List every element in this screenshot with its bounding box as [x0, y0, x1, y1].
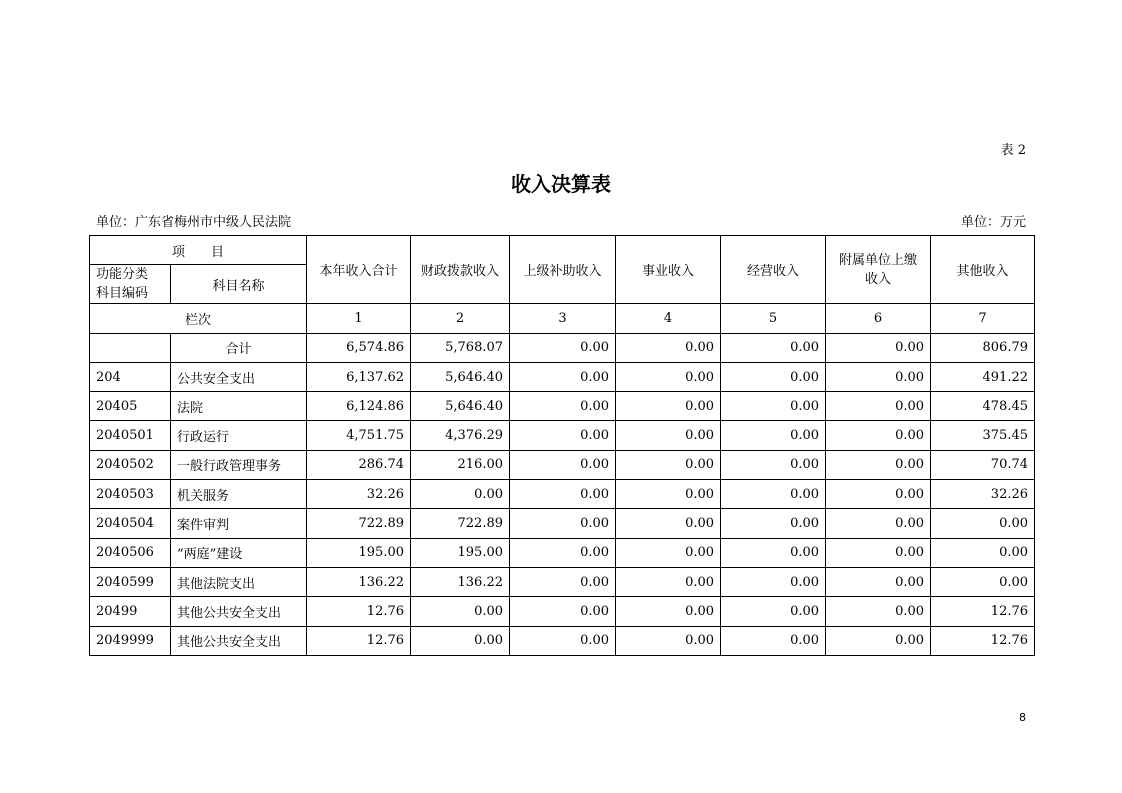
header-row-item: [90, 236, 1035, 265]
subject-code: 20405: [90, 392, 171, 421]
header-subject-name: 科目名称: [171, 265, 307, 304]
subject-name: 一般行政管理事务: [171, 450, 307, 479]
cell-value: 5,768.07: [411, 333, 510, 362]
col-number: 1: [307, 304, 411, 333]
cell-value: 0.00: [616, 538, 721, 567]
cell-value: 0.00: [721, 362, 826, 391]
cell-value: 12.76: [307, 626, 411, 655]
cell-value: 722.89: [411, 509, 510, 538]
subject-code: 2049999: [90, 626, 171, 655]
header-col-superior-subsidy: 上级补助收入: [510, 236, 616, 304]
subject-code: 204: [90, 362, 171, 391]
currency-unit: 单位：万元: [960, 215, 1026, 230]
header-col-affiliated: [826, 236, 931, 304]
subject-name: 公共安全支出: [171, 362, 307, 391]
table-row: [90, 450, 1035, 479]
cell-value: 0.00: [411, 626, 510, 655]
cell-value: 0.00: [931, 509, 1035, 538]
header-col-fiscal: 财政拨款收入: [411, 236, 510, 304]
header-item: 项 目: [90, 236, 307, 265]
total-label: 合计: [171, 333, 307, 362]
cell-value: 12.76: [931, 626, 1035, 655]
cell-value: 0.00: [826, 538, 931, 567]
cell-value: 806.79: [931, 333, 1035, 362]
header-func-code-line1: 功能分类: [96, 267, 149, 283]
cell-value: 136.22: [411, 567, 510, 596]
cell-value: 0.00: [826, 626, 931, 655]
cell-value: 0.00: [721, 421, 826, 450]
cell-value: 0.00: [411, 597, 510, 626]
cell-value: 0.00: [721, 450, 826, 479]
cell-value: 0.00: [411, 480, 510, 509]
cell-value: 375.45: [931, 421, 1035, 450]
cell-value: 5,646.40: [411, 362, 510, 391]
header-func-code-line2: 科目编码: [96, 286, 149, 302]
cell-value: 0.00: [510, 333, 616, 362]
data-rows: [90, 362, 1035, 655]
cell-value: 0.00: [721, 480, 826, 509]
cell-value: 0.00: [826, 450, 931, 479]
cell-value: 0.00: [826, 421, 931, 450]
subject-code: 2040501: [90, 421, 171, 450]
cell-value: 0.00: [826, 509, 931, 538]
subject-name: 案件审判: [171, 509, 307, 538]
col-number: 5: [721, 304, 826, 333]
cell-value: 0.00: [510, 626, 616, 655]
cell-value: 0.00: [510, 450, 616, 479]
cell-value: 0.00: [826, 480, 931, 509]
row-label: 栏次: [90, 304, 307, 333]
cell-value: 0.00: [616, 626, 721, 655]
subject-name: 机关服务: [171, 480, 307, 509]
income-statement-table: [89, 235, 1035, 656]
cell-value: 491.22: [931, 362, 1035, 391]
cell-value: 0.00: [616, 597, 721, 626]
table-row: [90, 480, 1035, 509]
cell-value: 0.00: [510, 392, 616, 421]
table-row: [90, 421, 1035, 450]
cell-value: 0.00: [721, 538, 826, 567]
table-row: [90, 567, 1035, 596]
cell-value: 0.00: [721, 392, 826, 421]
table-row: [90, 597, 1035, 626]
cell-value: 0.00: [721, 509, 826, 538]
cell-value: 0.00: [721, 333, 826, 362]
col-number: 3: [510, 304, 616, 333]
subject-code: 20499: [90, 597, 171, 626]
cell-value: 0.00: [510, 597, 616, 626]
cell-value: 0.00: [510, 509, 616, 538]
cell-value: 0.00: [931, 567, 1035, 596]
table-row: [90, 362, 1035, 391]
subject-code: 2040599: [90, 567, 171, 596]
cell-value: 0.00: [826, 597, 931, 626]
reporting-unit: 单位：广东省梅州市中级人民法院: [96, 215, 292, 230]
subject-name: 其他公共安全支出: [171, 626, 307, 655]
cell-value: 0.00: [616, 509, 721, 538]
cell-value: 5,646.40: [411, 392, 510, 421]
cell-value: 0.00: [616, 480, 721, 509]
cell-value: 722.89: [307, 509, 411, 538]
cell-value: 0.00: [616, 333, 721, 362]
cell-value: 0.00: [510, 421, 616, 450]
page-title: 收入决算表: [511, 172, 611, 196]
table-row: [90, 392, 1035, 421]
cell-value: 4,376.29: [411, 421, 510, 450]
header-col-total: 本年收入合计: [307, 236, 411, 304]
cell-value: 0.00: [510, 362, 616, 391]
cell-value: 0.00: [721, 597, 826, 626]
cell-value: 6,124.86: [307, 392, 411, 421]
cell-value: 12.76: [307, 597, 411, 626]
subject-name: 法院: [171, 392, 307, 421]
header-col-affiliated-line1: 附属单位上缴: [839, 252, 918, 268]
cell-value: 0.00: [616, 392, 721, 421]
header-col-operating: 经营收入: [721, 236, 826, 304]
cell-value: 478.45: [931, 392, 1035, 421]
cell-value: 0.00: [616, 421, 721, 450]
cell-value: 0.00: [931, 538, 1035, 567]
total-code: [90, 333, 171, 362]
col-number: 7: [931, 304, 1035, 333]
col-number: 2: [411, 304, 510, 333]
cell-value: 195.00: [307, 538, 411, 567]
cell-value: 136.22: [307, 567, 411, 596]
table-row: [90, 538, 1035, 567]
table-row: [90, 626, 1035, 655]
page-number: 8: [1019, 711, 1026, 724]
cell-value: 0.00: [826, 392, 931, 421]
col-number: 4: [616, 304, 721, 333]
cell-value: 216.00: [411, 450, 510, 479]
cell-value: 0.00: [616, 567, 721, 596]
table-row: [90, 509, 1035, 538]
subject-name: 行政运行: [171, 421, 307, 450]
cell-value: 286.74: [307, 450, 411, 479]
header-col-affiliated-line2: 收入: [865, 271, 892, 287]
cell-value: 0.00: [510, 538, 616, 567]
subject-code: 2040506: [90, 538, 171, 567]
cell-value: 6,137.62: [307, 362, 411, 391]
subject-name: 其他公共安全支出: [171, 597, 307, 626]
cell-value: 0.00: [616, 450, 721, 479]
header-col-business: 事业收入: [616, 236, 721, 304]
cell-value: 0.00: [721, 626, 826, 655]
cell-value: 6,574.86: [307, 333, 411, 362]
cell-value: 195.00: [411, 538, 510, 567]
subject-name: “两庭”建设: [171, 538, 307, 567]
cell-value: 0.00: [616, 362, 721, 391]
subject-code: 2040503: [90, 480, 171, 509]
subject-name: 其他法院支出: [171, 567, 307, 596]
cell-value: 0.00: [721, 567, 826, 596]
cell-value: 32.26: [931, 480, 1035, 509]
col-number: 6: [826, 304, 931, 333]
cell-value: 12.76: [931, 597, 1035, 626]
cell-value: 0.00: [510, 480, 616, 509]
cell-value: 0.00: [826, 567, 931, 596]
column-number-row: [90, 304, 1035, 333]
header-func-code: [90, 265, 171, 304]
header-col-other: 其他收入: [931, 236, 1035, 304]
cell-value: 0.00: [826, 333, 931, 362]
cell-value: 4,751.75: [307, 421, 411, 450]
cell-value: 32.26: [307, 480, 411, 509]
total-row: [90, 333, 1035, 362]
cell-value: 0.00: [826, 362, 931, 391]
cell-value: 70.74: [931, 450, 1035, 479]
cell-value: 0.00: [510, 567, 616, 596]
subject-code: 2040504: [90, 509, 171, 538]
table-label: 表 2: [1000, 143, 1026, 158]
subject-code: 2040502: [90, 450, 171, 479]
